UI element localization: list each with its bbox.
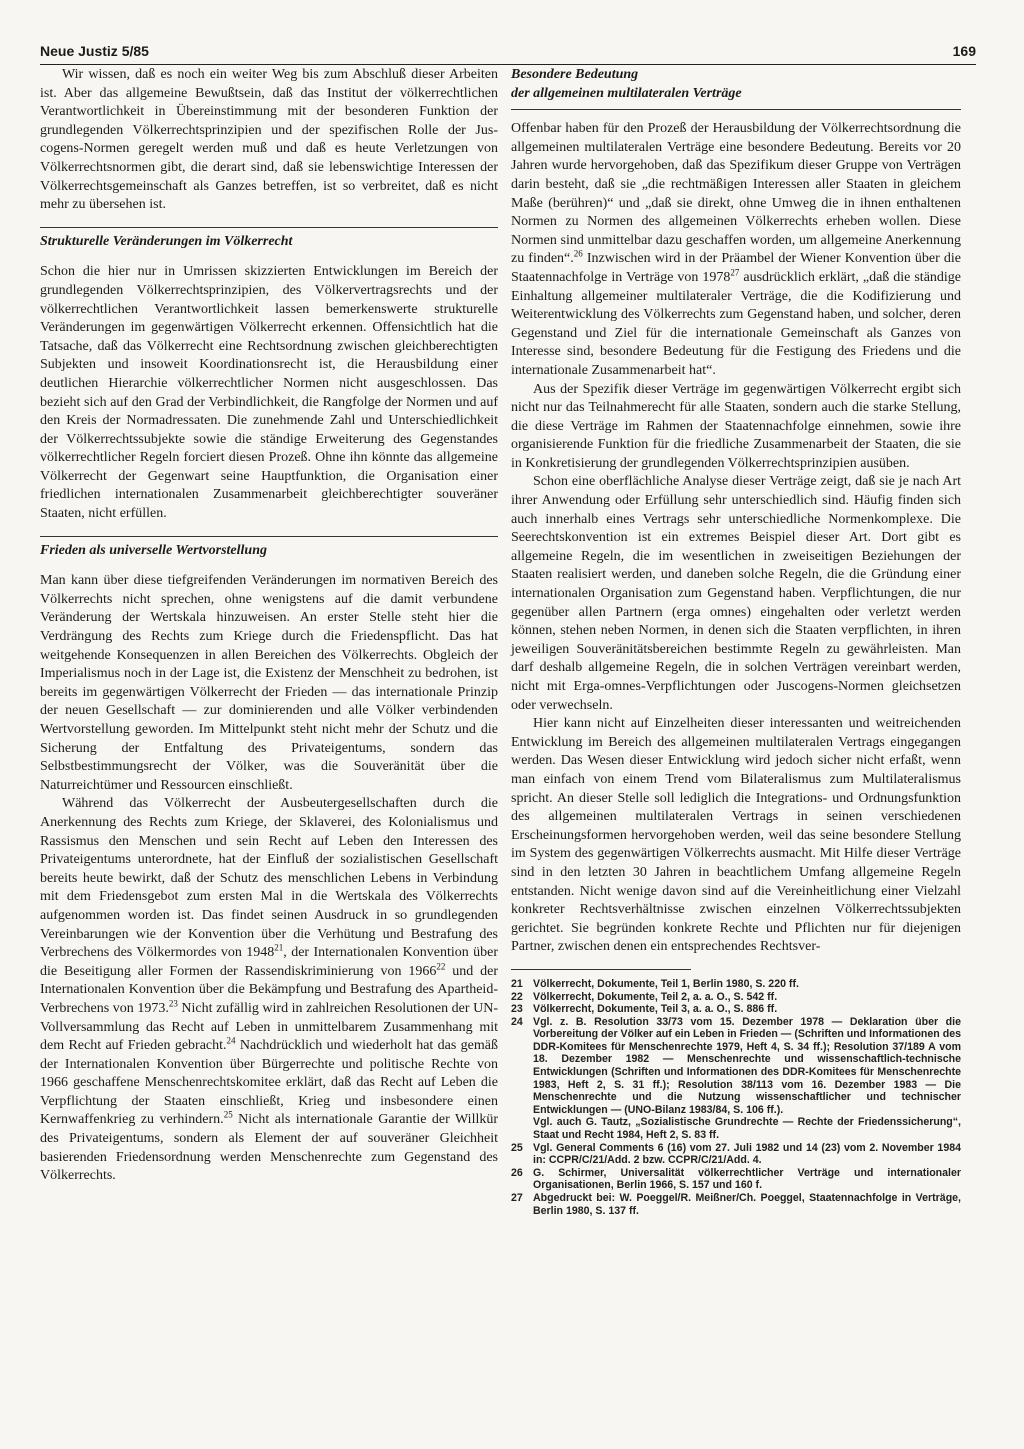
section-heading: Frieden als universelle Wertvorstellung xyxy=(40,542,267,558)
footnote-number: 27 xyxy=(511,1192,523,1204)
footnote-number xyxy=(511,1116,533,1141)
footnote xyxy=(511,978,961,991)
footnote xyxy=(511,1142,961,1167)
text-run: , der Internationalen Konvention über die Beseitigung aller Formen der Rassendiskriminierung von 1966 xyxy=(40,945,498,979)
footnote-number: 26 xyxy=(511,1166,523,1179)
text-run: Nicht als internationale Garantie der Willkür des Privateigentums, sondern als Element der auf souveräner Gleichheit basierenden Friedensordnung werden Menschenrechte zum Gegenstand des Völkerrechts. xyxy=(40,1112,499,1184)
footnote-ref[interactable]: 24 xyxy=(226,1035,236,1046)
paragraph: Hier kann nicht auf Einzelheiten dieser interessanten und weitreichenden Entwicklung im Bereich des allgemeinen multilateralen Vertrags eingegangen werden. Das Wesen dieser Entwicklung wird jedoch sicher nicht erfaßt, wenn man einfach von einem Trend vom Bilateralismus zum Multilateralismus spricht. An dieser Stelle soll lediglich die Integrations- und Ordnungsfunktion des allgemeinen multilateralen Vertrags in seinen verschiedenen Erscheinungsformen hervorgehoben werden, weil das seine besondere Stellung im System des gegenwärtigen Völkerrechts ausmacht. Mit Hilfe dieser Verträge sind in den letzten 30 Jahren in beachtlichem Umfang allgemeine Regeln entstanden. Nicht wenige davon sind auf die Vereinheitlichung einer Vielzahl konkreter Rechtsverhältnisse zwischen einzelnen Völkerrechtssubjekten gerichtet. Sie begründen konkrete Rechte und Pflichten nur für diejenigen Partner, zwischen denen ein entsprechendes Rechtsver- xyxy=(511,716,961,955)
footnote-number: 25 xyxy=(511,1141,523,1154)
footnote-text: Völkerrecht, Dokumente, Teil 2, a. a. O., S. 542 ff. xyxy=(533,990,778,1003)
section-heading xyxy=(511,66,961,110)
text-run: Während das Völkerrecht der Ausbeutergesellschaften durch die Anerkennung des Rechts zum Kriege, der Sklaverei, des Kolonialismus und Rassismus den Menschen und sein Recht auf Leben den Interessen des Privateigentums unterordnete, hat der Einfluß der sozialistischen Gesellschaft bereits heute bewirkt, daß der Schutz des menschlichen Lebens in Verbindung mit dem Friedensgebot zum ersten Mal in die Wertskala des Völkerrechts aufgenommen worden ist. Das findet seinen Ausdruck in so grundlegenden Vereinbarungen wie der Konvention über die Verhütung und Bestrafung des Verbrechens des Völkermordes von 1948 xyxy=(40,796,498,961)
section-divider xyxy=(40,524,498,537)
text-run: ausdrücklich erklärt, „daß die ständige Einhaltung allgemeiner multilateraler Verträge, die die Kodifizierung und Weiterentwicklung des Völkerrechts zum Gegenstand haben, und solcher, deren Gegenstand und Ziel für die internationale Gemeinschaft als Ganzes von Interesse sind, besondere Bedeutung für die Festigung des Friedens und die internationale Zusammenarbeit hat“. xyxy=(511,269,962,378)
footnote xyxy=(511,1003,961,1016)
footnote xyxy=(511,1016,961,1117)
footnote-ref[interactable]: 23 xyxy=(168,998,178,1009)
footnote xyxy=(511,1192,961,1217)
section-divider xyxy=(40,215,498,228)
footnote-divider xyxy=(511,969,691,970)
footnote-text: Völkerrecht, Dokumente, Teil 1, Berlin 1980, S. 220 ff. xyxy=(533,977,799,990)
footnote-ref[interactable]: 22 xyxy=(436,961,446,972)
left-column xyxy=(40,66,498,1186)
footnote-text: Völkerrecht, Dokumente, Teil 3, a. a. O., S. 886 ff. xyxy=(533,1003,778,1016)
footnote-number: 24 xyxy=(511,1015,523,1028)
journal-title: Neue Justiz 5/85 xyxy=(40,43,149,59)
section-heading: Strukturelle Veränderungen im Völkerrecht xyxy=(40,233,293,249)
text-run: Offenbar haben für den Prozeß der Herausbildung der Völkerrechtsordnung die allgemeinen multilateralen Verträge eine besondere Bedeutung. Bereits vor 20 Jahren wurde hervorgehoben, daß das Spezifikum dieser Gruppe von Verträgen darin besteht, daß sie „die rechtmäßigen Interessen aller Staaten in gleichem Maße (berühren)“ und „daß sie direkt, ohne Umweg die in ihnen enthaltenen Normen zu Normen des allgemeinen Völkerrechts erheben wollen. Diese Normen sind unmittelbar dazu geschaffen worden, um allgemeine Anerkennung zu finden“. xyxy=(511,121,961,267)
footnote-number: 21 xyxy=(511,977,523,990)
heading-line: Besondere Bedeutung xyxy=(511,67,639,82)
text-run: Inzwischen wird in der Präambel der Wiener Konvention über die Staatennachfolge in Verträge von 1978 xyxy=(511,251,961,285)
page-number: 169 xyxy=(952,43,976,59)
paragraph: Aus der Spezifik dieser Verträge im gegenwärtigen Völkerrecht ergibt sich nicht nur das Teilnahmerecht für alle Staaten, sondern auch die starke Stellung, die diese Verträge im Rahmen der Staatennachfolge einnehmen, sowie ihre organisierende Funktion für die friedliche Zusammenarbeit der Staaten, die sie in Konkretisierung der grundlegenden Völkerrechtsprinzipien ausüben. xyxy=(511,381,961,471)
right-column xyxy=(511,66,961,1217)
paragraph xyxy=(40,795,498,1185)
footnote-text: Vgl. General Comments 6 (16) vom 27. Juli 1982 und 14 (23) vom 2. November 1984 in: CCPR/C/21/Add. 2 bzw. CCPR/C/21/Add. 4. xyxy=(533,1141,961,1167)
footnote-number: 23 xyxy=(511,1003,523,1016)
paragraph: Schon die hier nur in Umrissen skizzierten Entwicklungen im Bereich der grundlegenden Völkerrechtsprinzipien, des Völkervertragsrechts und der völkerrechtlichen Verantwortlichkeit lassen bemerkenswerte strukturelle Veränderungen im gegenwärtigen Völkerrecht erkennen. Offensichtlich hat die Tatsache, daß das Völkerrecht eine Rechtsordnung zwischen gleichberechtigten Subjekten und insoweit Koordinationsrecht ist, die Herausbildung einer deutlichen Hierarchie völkerrechtlicher Normen nicht ausgeschlossen. Das bezieht sich auf den Grad der Verbindlichkeit, die Rangfolge der Normen und auf den Kreis der Normadressaten. Die zunehmende Zahl und Unterschiedlichkeit der Völkerrechtssubjekte sowie die ständige Erweiterung des Gegenstandes völkerrechtlicher Regeln forciert diesen Prozeß. Ohne ihn könnte das allgemeine Völkerrecht der Gegenwart seine Hauptfunktion, die Organisation einer friedlichen internationalen Zusammenarbeit gleichberechtigter souveräner Staaten, nicht erfüllen. xyxy=(40,264,498,522)
paragraph xyxy=(511,120,961,380)
footnote-number: 22 xyxy=(511,990,523,1003)
footnote-text: Abgedruckt bei: W. Poeggel/R. Meißner/Ch. Poeggel, Staatennachfolge in Verträge, Berlin 1980, S. 137 ff. xyxy=(533,1192,961,1217)
footnote-text: Vgl. auch G. Tautz, „Sozialistische Grundrechte — Rechte der Friedenssicherung“, Staat und Recht 1984, Heft 2, S. 83 ff. xyxy=(533,1116,961,1142)
text-run: und der Internationalen Konvention über die Bekämpfung und Bestrafung des Apartheid-Verbrechens von 1973. xyxy=(40,963,498,1016)
paragraph: Schon eine oberflächliche Analyse dieser Verträge zeigt, daß sie je nach Art ihrer Anwendung oder Erfüllung sehr unterschiedlich sind. Häufig finden sich auch innerhalb eines Vertrags sehr unterschiedliche Normenkomplexe. Die Seerechtskonvention ist ein extremes Beispiel dieser Art. Dort gibt es allgemeine Regeln, die im wesentlichen in zweiseitigen Beziehungen der Staaten realisiert werden, und daneben solche Regeln, die die Gründung einer internationalen Organisation zum Gegenstand haben. Verpflichtungen, die nur gegenüber allen Partnern (erga omnes) eingehalten oder verletzt werden können, stehen neben Normen, in denen sich die Staaten verpflichten, in ihren jeweiligen Souveränitätsbereichen bestimmte Regeln zu gewährleisten. Man darf deshalb allgemeine Regeln, die in solchen Verträgen vereinbart werden, nicht mit Erga-omnes-Verpflichtungen oder Juscogens-Normen gleichsetzen oder verwechseln. xyxy=(511,474,961,713)
paragraph: Wir wissen, daß es noch ein weiter Weg bis zum Abschluß dieser Arbeiten ist. Aber das allgemeine Bewußtsein, daß das Institut der völkerrechtlichen Verantwortlichkeit in Übereinstimmung mit der besonderen Funktion der grundlegenden Völkerrechtsprinzipien und der spezifischen Rolle der Jus-cogens-Normen geregelt werden muß und daß es heute Verletzungen von Völkerrechtsnormen gibt, die derart sind, daß sie lebenswichtige Interessen der Völkerrechtsgemeinschaft als Ganzes betreffen, ist so verbreitet, daß es nicht mehr zu übersehen ist. xyxy=(40,67,498,213)
footnote xyxy=(511,1167,961,1192)
text-run: Nicht zufällig wird in zahlreichen Resolutionen der UN-Vollversammlung das Recht auf Leben in unmittelbarem Zusammenhang mit dem Recht auf Frieden gebracht. xyxy=(40,1000,498,1054)
footnote-ref[interactable]: 21 xyxy=(274,942,284,953)
footnote xyxy=(511,991,961,1004)
footnote-text: Vgl. z. B. Resolution 33/73 vom 15. Dezember 1978 — Deklaration über die Vorbereitung der Völker auf ein Leben in Frieden — (Schriften und Informationen des DDR-Komitees für Menschenrechte 1979, Heft 4, S. 34 ff.); Resolution 37/189 A vom 18. Dezember 1982 — Menschenrechte und wissenschaftlich-technische Entwicklungen (Schriften und Informationen des DDR-Komitees für Menschenrechte 1983, Heft 2, S. 31 ff.); Resolution 38/113 vom 16. Dezember 1983 — Die Menschenrechte und die Nutzung wissenschaftlicher und technischer Entwicklungen — (UNO-Bilanz 1983/84, S. 106 ff.). xyxy=(533,1015,961,1116)
footnote-ref[interactable]: 26 xyxy=(573,248,583,259)
footnote-text: G. Schirmer, Universalität völkerrechtlicher Verträge und internationaler Organisationen, Berlin 1966, S. 157 und 160 f. xyxy=(533,1166,961,1192)
paragraph: Man kann über diese tiefgreifenden Veränderungen im normativen Bereich des Völkerrechts nicht sprechen, ohne wenigstens auf die damit verbundene Veränderung der Wertskala hinzuweisen. An erster Stelle steht hier die Verdrängung des Rechts zum Kriege durch die Friedenspflicht. Das hat weitgehende Konsequenzen in allen Bereichen des Völkerrechts. Obgleich der Imperialismus noch in der Lage ist, die Existenz der Menschheit zu bedrohen, ist bereits im gegenwärtigen Völkerrecht der Frieden — das internationale Prinzip der neuen Gesellschaft — zur dominierenden und alle Völker verbindenden Wertvorstellung geworden. Im Mittelpunkt steht nicht mehr der Schutz und die Sicherung der Entfaltung des Privateigentums, sondern das Selbstbestimmungsrecht der Völker, was die Souveränität über die Naturreichtümer und Ressourcen einschließt. xyxy=(40,573,498,793)
footnote xyxy=(511,1116,961,1141)
heading-line: der allgemeinen multilateralen Verträge xyxy=(511,85,742,101)
footnote-ref[interactable]: 25 xyxy=(223,1109,233,1120)
page-header xyxy=(40,40,976,65)
text-run: Nachdrücklich und wiederholt hat das gemäß der Internationalen Konvention über Bürgerrechte und politische Rechte von 1966 geschaffene Menschenrechtskomitee erklärt, daß das Recht auf Leben die Verpflichtung der Staaten einschließt, Krieg und insbesondere einen Kernwaffenkrieg zu verhindern. xyxy=(40,1038,499,1128)
footnote-ref[interactable]: 27 xyxy=(730,267,740,278)
footnotes xyxy=(511,978,961,1217)
